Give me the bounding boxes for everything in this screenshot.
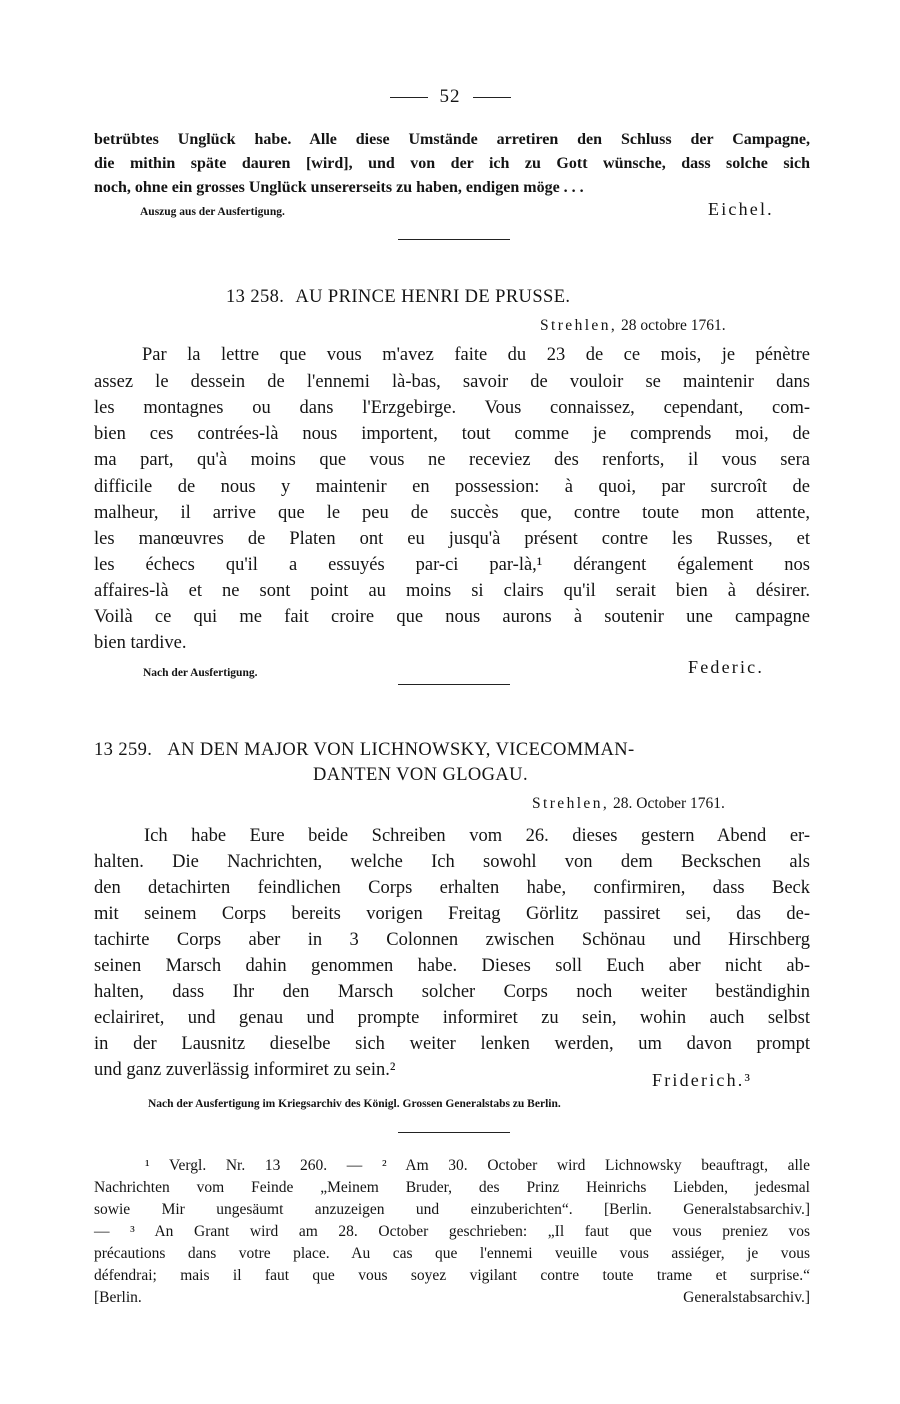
- letter-13258-line-7: malheur, il arrive que le peu de succès que, contre toute mon attente,: [94, 503, 810, 523]
- letter-13258-line-2: assez le dessein de l'ennemi là-bas, savoir de vouloir se maintenir dans: [94, 372, 810, 392]
- letter-13258-title: AU PRINCE HENRI DE PRUSSE.: [295, 287, 571, 307]
- letter-13258-line-11: Voilà ce qui me fait croire que nous aurons à soutenir une campagne: [94, 607, 810, 627]
- letter-13259-line-6: seinen Marsch dahin genommen habe. Dieses soll Euch aber nicht ab-: [94, 956, 810, 976]
- letter-13258-heading: [226, 287, 570, 308]
- page-number-dash-left: [390, 97, 428, 98]
- letter-13258-signature: Federic.: [688, 657, 765, 677]
- letter-13259-line-9: in der Lausnitz dieselbe sich weiter lenken werden, um davon prompt: [94, 1034, 810, 1054]
- letter-13258-line-1: Par la lettre que vous m'avez faite du 23 de ce mois, je pénètre: [142, 345, 810, 365]
- intro-line-1: betrübtes Unglück habe. Alle diese Umstände arretiren den Schluss der Campagne,: [94, 131, 810, 148]
- page-number-text: 52: [439, 86, 461, 107]
- letter-13259-heading-line-1: [94, 740, 635, 761]
- letter-13258-line-6: difficile de nous y maintenir en possession: à quoi, par surcroît de: [94, 477, 810, 497]
- footnote-line-6: défendrai; mais il faut que vous soyez vigilant contre toute trame et surprise.“: [94, 1267, 810, 1284]
- footnote-line-7: [Berlin. Generalstabsarchiv.]: [94, 1289, 810, 1306]
- letter-13258-line-10: affaires-là et ne sont point au moins si clairs qu'il serait bien à désirer.: [94, 581, 810, 601]
- letter-13259-line-1: Ich habe Eure beide Schreiben vom 26. dieses gestern Abend er-: [144, 826, 810, 846]
- letter-13259-heading-line-2: DANTEN VON GLOGAU.: [313, 765, 528, 785]
- footnote-line-5: précautions dans votre place. Au cas que l'ennemi veuille vous assiéger, je vous: [94, 1245, 810, 1262]
- letter-13258-line-8: les manœuvres de Platen ont eu jusqu'à présent contre les Russes, et: [94, 529, 810, 549]
- letter-13259-line-5: tachirte Corps aber in 3 Colonnen zwischen Schönau und Hirschberg: [94, 930, 810, 950]
- footnote-line-1: ¹ Vergl. Nr. 13 260. — ² Am 30. October wird Lichnowsky beauftragt, alle: [145, 1157, 810, 1174]
- letter-13259-line-10: und ganz zuverlässig informiret zu sein.²: [94, 1060, 396, 1080]
- letter-13258-source-note: Nach der Ausfertigung.: [143, 667, 258, 679]
- intro-signature: Eichel.: [708, 199, 774, 219]
- letter-13259-line-3: den detachirten feindlichen Corps erhalten habe, confirmiren, dass Beck: [94, 878, 810, 898]
- footnote-line-4: — ³ An Grant wird am 28. October geschrieben: „Il faut que vous preniez vos: [94, 1223, 810, 1240]
- page-number: [0, 86, 900, 108]
- letter-13258-dateline: [540, 317, 726, 335]
- letter-13258-place: Strehlen,: [540, 317, 618, 334]
- letter-13259-title-1: AN DEN MAJOR VON LICHNOWSKY, VICECOMMAN-: [167, 740, 635, 760]
- letter-13259-signature: Friderich.³: [652, 1070, 753, 1090]
- section-divider-1: [398, 239, 510, 240]
- footnote-line-2: Nachrichten vom Feinde „Meinem Bruder, des Prinz Heinrichs Liebden, jedesmal: [94, 1179, 810, 1196]
- footnote-line-3: sowie Mir ungesäumt anzuzeigen und einzuberichten“. [Berlin. Generalstabsarchiv.]: [94, 1201, 810, 1218]
- intro-line-2: die mithin späte dauren [wird], und von der ich zu Gott wünsche, dass solche sich: [94, 155, 810, 172]
- letter-13259-dateline: [532, 795, 725, 813]
- letter-13259-place: Strehlen,: [532, 795, 610, 812]
- letter-13259-line-7: halten, dass Ihr den Marsch solcher Corps noch weiter beständighin: [94, 982, 810, 1002]
- letter-13258-line-5: ma part, qu'à moins que vous ne receviez des renforts, il vous sera: [94, 450, 810, 470]
- page-number-dash-right: [473, 97, 511, 98]
- section-divider-3: [398, 1132, 510, 1133]
- section-divider-2: [398, 684, 510, 685]
- letter-13258-date: 28 octobre 1761.: [621, 317, 726, 334]
- letter-13258-line-9: les échecs qu'il a essuyés par-ci par-là,¹ dérangent également nos: [94, 555, 810, 575]
- letter-13258-number: 13 258.: [226, 287, 285, 307]
- letter-13259-source-note: Nach der Ausfertigung im Kriegsarchiv des Königl. Grossen Generalstabs zu Berlin.: [148, 1098, 561, 1110]
- intro-source-note: Auszug aus der Ausfertigung.: [140, 206, 285, 218]
- letter-13259-line-2: halten. Die Nachrichten, welche Ich sowohl von dem Beckschen als: [94, 852, 810, 872]
- letter-13259-line-4: mit seinem Corps bereits vorigen Freitag Görlitz passiret sei, das de-: [94, 904, 810, 924]
- letter-13259-line-8: eclairiret, und genau und prompte informiret zu sein, wohin auch selbst: [94, 1008, 810, 1028]
- letter-13258-line-12: bien tardive.: [94, 633, 187, 653]
- letter-13258-line-4: bien ces contrées-là nous importent, tout comme je comprends moi, de: [94, 424, 810, 444]
- letter-13258-line-3: les montagnes ou dans l'Erzgebirge. Vous connaissez, cependant, com-: [94, 398, 810, 418]
- letter-13259-number: 13 259.: [94, 740, 153, 760]
- letter-13259-date: 28. October 1761.: [613, 795, 725, 812]
- intro-line-3: noch, ohne ein grosses Unglück unsererseits zu haben, endigen möge . . .: [94, 179, 584, 196]
